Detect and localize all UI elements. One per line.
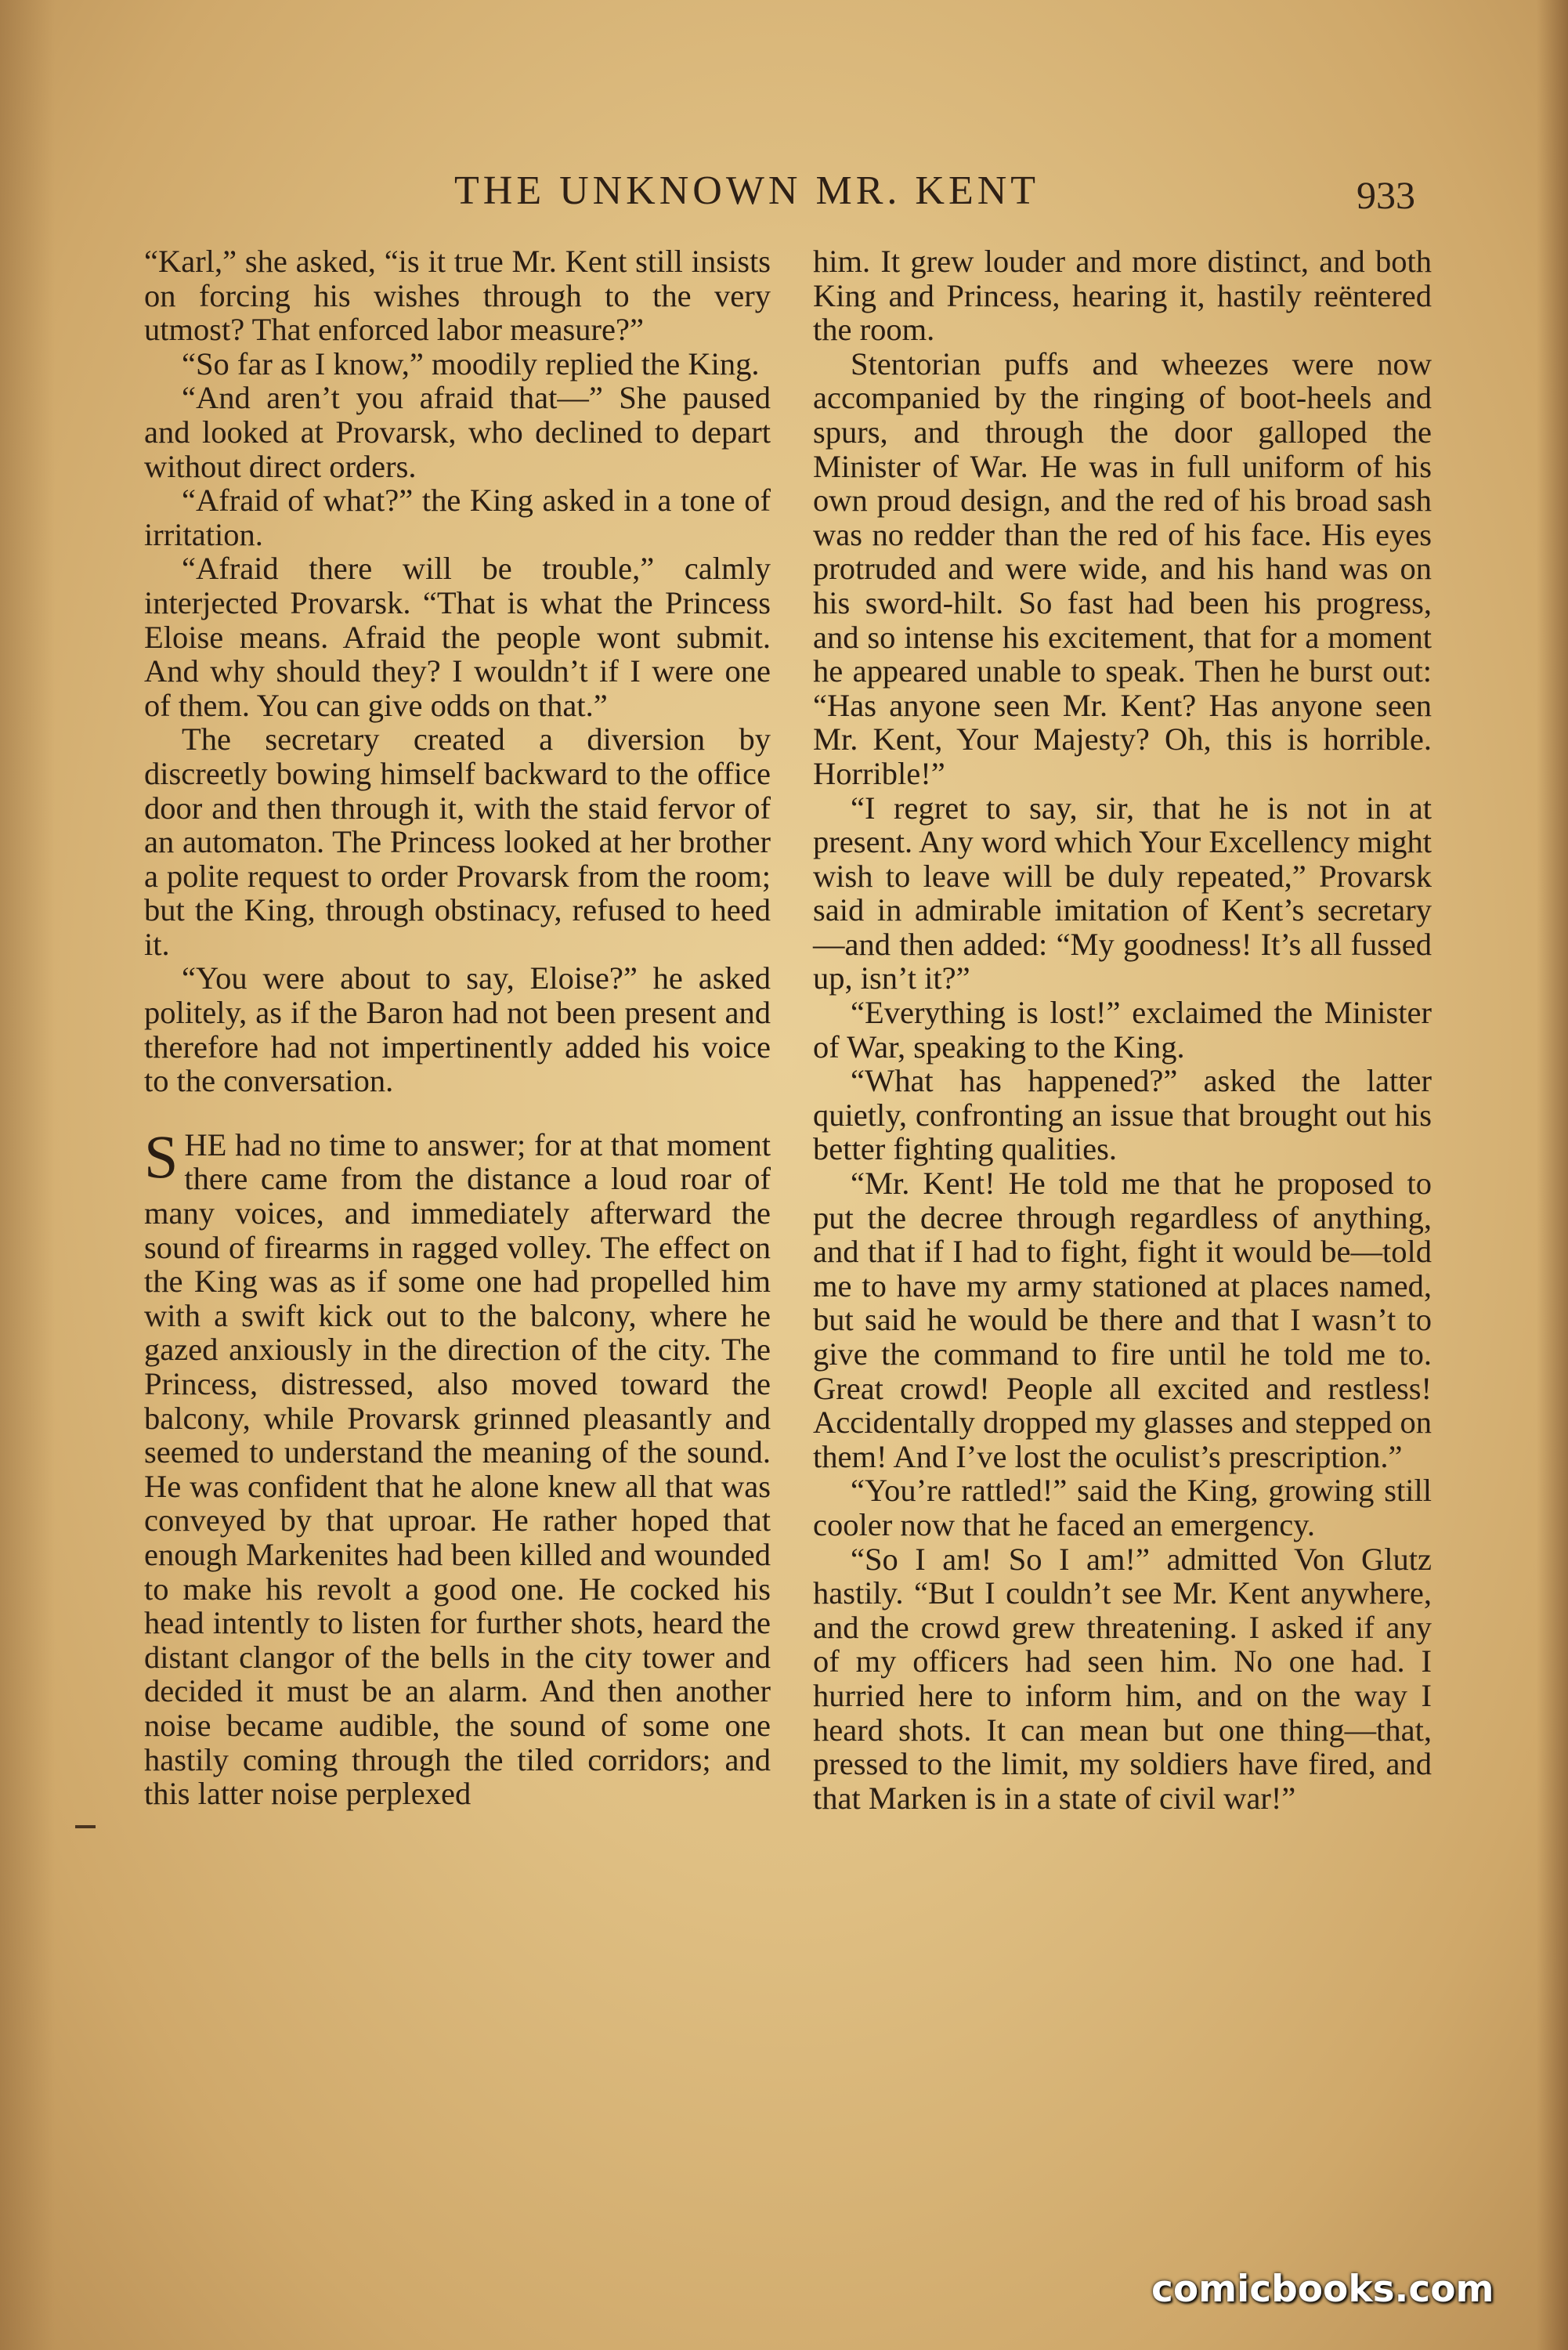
- section-opening-paragraph: [144, 1122, 771, 1812]
- paragraph: Stentorian puffs and wheezes were now accompanied by the ringing of boot-heels and spurs, and through the door galloped the Minister of War. He was in full uniform of his own proud design, and the red of his broad sash was no redder than the red of his face. His eyes protruded and were wide, and his hand was on his sword-hilt. So fast had been his progress, and so intense his excitement, that for a moment he appeared unable to speak. Then he burst out: “Has anyone seen Mr. Kent? Has anyone seen Mr. Kent, Your Majesty? Oh, this is horrible. Horrible!”: [813, 345, 1432, 791]
- paragraph: “Afraid there will be trouble,” calmly interjected Provarsk. “That is what the Princess Eloise means. Afraid the people wont submit. And why should they? I wouldn’t if I were one of them. You can give odds on that.”: [144, 551, 771, 723]
- paragraph: “Karl,” she asked, “is it true Mr. Kent still insists on forcing his wishes through to the very utmost? That enforced labor measure?”: [144, 244, 771, 348]
- paragraph: “Afraid of what?” the King asked in a tone of irritation.: [144, 483, 771, 552]
- margin-mark: [75, 1825, 96, 1828]
- running-title: THE UNKNOWN MR. KENT: [454, 168, 1040, 213]
- right-column: [813, 244, 1432, 1815]
- paragraph: “I regret to say, sir, that he is not in at present. Any word which Your Excellency might wish to leave will be duly repeated,” Provarsk said in admirable imitation of Kent’s secretary—and then added: “My goodness! It’s all fussed up, isn’t it?”: [813, 790, 1432, 996]
- left-column: [144, 244, 771, 1811]
- paragraph: “So I am! So I am!” admitted Von Glutz hastily. “But I couldn’t see Mr. Kent anywhere, and the crowd grew threatening. I asked if any of my officers had seen him. No one had. I hurried here to inform him, and on the way I heard shots. It can mean but one thing—that, pressed to the limit, my soldiers have fired, and that Marken is in a state of civil war!”: [813, 1541, 1432, 1816]
- paragraph: “Everything is lost!” exclaimed the Minister of War, speaking to the King.: [813, 995, 1432, 1065]
- page-edge-shadow-right: [1537, 0, 1568, 2350]
- page-edge-shadow-left: [0, 0, 55, 2350]
- paragraph: “So far as I know,” moodily replied the King.: [182, 345, 760, 381]
- paragraph: “You’re rattled!” said the King, growing still cooler now that he faced an emergency.: [813, 1473, 1432, 1542]
- paragraph: “And aren’t you afraid that—” She paused and looked at Provarsk, who declined to depart without direct orders.: [144, 380, 771, 484]
- paragraph: The secretary created a diversion by discreetly bowing himself backward to the office door and then through it, with the staid fervor of an automaton. The Princess looked at her brother a polite request to order Provarsk from the room; but the King, through obstinacy, refused to heed it.: [144, 721, 771, 962]
- paragraph: him. It grew louder and more distinct, and both King and Princess, hearing it, hastily reëntered the room.: [813, 244, 1432, 348]
- page-number: 933: [1357, 173, 1415, 217]
- watermark: comicbooks.com: [1151, 2268, 1494, 2311]
- paragraph: “What has happened?” asked the latter quietly, confronting an issue that brought out his better fighting qualities.: [813, 1063, 1432, 1167]
- paragraph: “You were about to say, Eloise?” he asked politely, as if the Baron had not been present and therefore had not impertinently added his voice to the conversation.: [144, 960, 771, 1099]
- drop-cap: S: [144, 1122, 179, 1191]
- paragraph: “Mr. Kent! He told me that he proposed to put the decree through regardless of anything, and that if I had to fight, fight it would be—told me to have my army stationed at places named, but said he would be there and that I wasn’t to give the command to fire until he told me to. Great crowd! People all excited and restless! Accidentally dropped my glasses and stepped on them! And I’ve lost the oculist’s prescription.”: [813, 1166, 1432, 1474]
- section-paragraph-text: HE had no time to answer; for at that moment there came from the distance a loud roar of many voices, and immediately afterward the sound of firearms in ragged volley. The effect on the King was as if some one had propelled him with a swift kick out to the balcony, where he gazed anxiously in the direction of the city. The Princess, distressed, also moved toward the balcony, while Provarsk grinned pleasantly and seemed to understand the meaning of the sound. He was confident that he alone knew all that was conveyed by that uproar. He rather hoped that enough Markenites had been killed and wounded to make his revolt a good one. He cocked his head intently to listen for further shots, heard the distant clangor of the bells in the city tower and decided it must be an alarm. And then another noise became audible, the sound of some one hastily coming through the tiled corridors; and this latter noise perplexed: [144, 1126, 771, 1812]
